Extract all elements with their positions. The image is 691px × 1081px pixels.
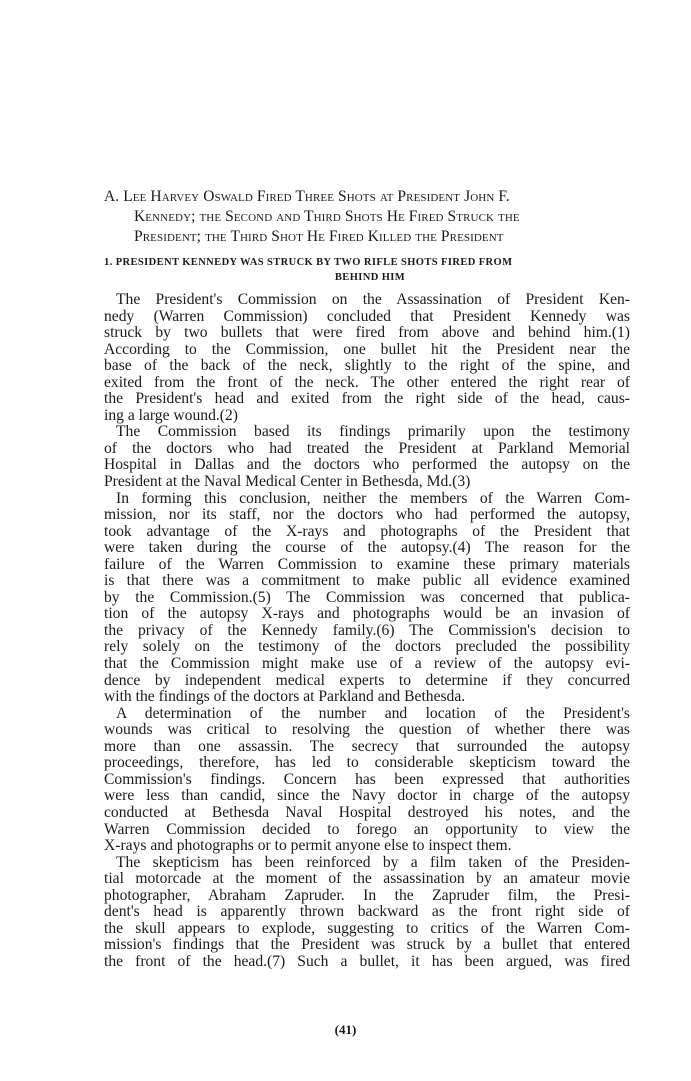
text-line: base of the back of the neck, slightly to the right of the spine, and [104, 357, 630, 375]
text-line: were taken during the course of the autopsy.(4) The reason for the [104, 539, 630, 557]
text-line: were less than candid, since the Navy doctor in charge of the autopsy [104, 787, 630, 805]
text-line: is that there was a commitment to make public all evidence examined [104, 572, 630, 590]
text-line: tial motorcade at the moment of the assassination by an amateur movie [104, 870, 630, 888]
text-line: tion of the autopsy X-rays and photographs would be an invasion of [104, 605, 630, 623]
text-line: President at the Naval Medical Center in Bethesda, Md.(3) [104, 473, 471, 491]
text-line: with the findings of the doctors at Parkland and Bethesda. [104, 688, 466, 706]
text-line: photographer, Abraham Zapruder. In the Zapruder film, the Presi- [104, 886, 630, 904]
text-line: The Commission based its findings primarily upon the testimony [116, 423, 630, 441]
text-line: by the Commission.(5) The Commission was concerned that publica- [104, 588, 630, 606]
text-line: nedy (Warren Commission) concluded that President Kennedy was [104, 307, 630, 325]
text-line: Commission's findings. Concern has been expressed that authorities [104, 770, 630, 788]
body-text [104, 292, 630, 970]
text-line: proceedings, therefore, has led to considerable skepticism toward the [104, 754, 630, 772]
text-line: A determination of the number and location of the President's [116, 704, 630, 722]
text-line: dent's head is apparently thrown backward as the front right side of [104, 903, 630, 921]
text-line: the skull appears to explode, suggesting to critics of the Warren Com- [104, 919, 630, 937]
text-line: X-rays and photographs or to permit anyone else to inspect them. [104, 837, 512, 855]
text-line: Warren Commission decided to forego an opportunity to view the [104, 820, 630, 838]
text-line: that the Commission might make use of a review of the autopsy evi- [104, 655, 630, 673]
text-line: took advantage of the X-rays and photographs of the President that [104, 522, 630, 540]
text-line: The President's Commission on the Assassination of President Ken- [116, 291, 630, 308]
text-line: exited from the front of the neck. The other entered the right rear of [104, 373, 630, 391]
heading-line: President; the Third Shot He Fired Killed the President [134, 228, 504, 245]
subsection-heading [104, 255, 636, 285]
text-line: Hospital in Dallas and the doctors who performed the autopsy on the [104, 456, 630, 474]
text-line: dence by independent medical experts to determine if they concurred [104, 671, 630, 689]
text-line: more than one assassin. The secrecy that surrounded the autopsy [104, 737, 630, 755]
text-line: mission's findings that the President was struck by a bullet that entered [104, 936, 630, 954]
heading-line: Kennedy; the Second and Third Shots He Fired Struck the [134, 208, 520, 225]
text-line: failure of the Warren Commission to examine these primary materials [104, 555, 630, 573]
text-line: rely solely on the testimony of the doctors precluded the possibility [104, 638, 630, 656]
text-line: mission, nor its staff, nor the doctors who had performed the autopsy, [104, 506, 630, 524]
text-line: The skepticism has been reinforced by a film taken of the Presiden- [116, 853, 630, 871]
text-line: wounds was critical to resolving the question of whether there was [104, 721, 630, 739]
page-number: (41) [334, 1022, 357, 1037]
section-heading [104, 187, 636, 247]
text-line: ing a large wound.(2) [104, 406, 238, 424]
subheading-line: 1. PRESIDENT KENNEDY WAS STRUCK BY TWO RIFLE SHOTS FIRED FROM [104, 257, 513, 268]
text-line: According to the Commission, one bullet hit the President near the [104, 340, 630, 358]
text-line: the President's head and exited from the right side of the head, caus- [104, 390, 630, 408]
text-line: conducted at Bethesda Naval Hospital destroyed his notes, and the [104, 803, 630, 821]
text-line: struck by two bullets that were fired from above and behind him.(1) [104, 324, 630, 342]
text-line: the front of the head.(7) Such a bullet, it has been argued, was fired [104, 952, 630, 970]
subheading-line: BEHIND HIM [334, 272, 406, 283]
text-line: the privacy of the Kennedy family.(6) The Commission's decision to [104, 621, 630, 639]
heading-line: A. Lee Harvey Oswald Fired Three Shots at President John F. [104, 188, 510, 205]
text-line: of the doctors who had treated the President at Parkland Memorial [104, 439, 630, 457]
text-line: In forming this conclusion, neither the members of the Warren Com- [116, 489, 630, 507]
